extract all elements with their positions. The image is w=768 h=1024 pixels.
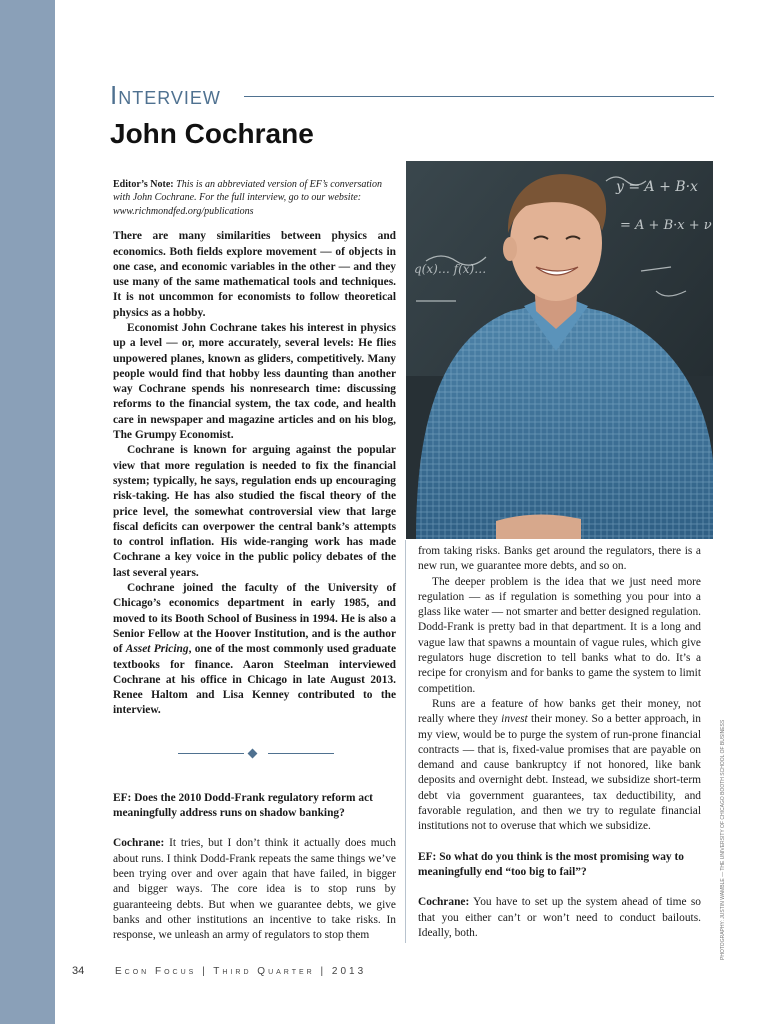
page-sidebar-bar [0,0,55,1024]
intro-paragraph-last: Cochrane joined the faculty of the University of Chicago’s economics department in early 1985, and moved to its Booth School of Business in 1994. He is also a Senior Fellow at the Hoover Institution, and is the author of Asset Pricing, one of the most commonly used graduate textbooks for finance. Aaron Steelman interviewed Cochrane at his office in Chicago in late August 2013. Renee Haltom and Lisa Kenney contributed to the interview. [113,582,396,717]
column-divider [405,540,406,943]
section-label: Interview [110,80,221,110]
body-paragraph: from taking risks. Banks get around the regulators, there is a new run, we guarantee more debts, and so on. [418,545,701,573]
question-1: EF: Does the 2010 Dodd-Frank regulatory reform act meaningfully address runs on shadow banking? [113,791,373,820]
section-ornament [113,747,396,761]
page-footer [72,965,712,981]
board-text: q(x)… f(x)… [414,262,487,276]
right-body [418,544,701,835]
board-text: y = A + B·x [616,179,698,195]
body-paragraph: The deeper problem is the idea that we just need more regulation — as if regulation is something you pour into a glass like water — not smarter and better designed regulation. Dodd-Frank is pretty bad in that department. It is a long and vague law that spawns a mountain of vague rules, which give regulators huge discretion to tell banks what to do. It’s a recipe for cronyism and for banks to game the system to limit competition. [418,575,701,695]
answer-label: Cochrane: [113,837,165,850]
left-column [113,178,396,943]
editors-note-label: Editor’s Note: [113,179,174,190]
editors-note-text: This is an abbreviated version of EF’s conversation with John Cochrane. For the full interview, go to our website: www.richmondfed.org/publications [113,179,382,217]
section-heading [110,78,714,112]
question-2: EF: So what do you think is the most promising way to meaningfully end “too big to fail”? [418,850,684,878]
answer-label: Cochrane: [418,896,470,909]
answer-2: Cochrane: You have to set up the system ahead of time so that you either can’t or won’t need to conduct bailouts. Ideally, both. [418,896,701,939]
board-text: = A + B·x + ν [620,218,712,233]
book-title: Asset Pricing [125,643,189,656]
intro [113,229,396,719]
portrait-photo [406,161,713,539]
answer-1: Cochrane: It tries, but I don’t think it actually does much about runs. I think Dodd-Frank repeats the same things we’ve been trying over and over again that have failed, in bigger and bigger ways. The core idea is to stop runs by guaranteeing debts. But when we guarantee debts, we give banks and other institutions an incentive to take risks. In response, we unleash an army of regulators to stop them [113,837,396,942]
intro-paragraph: There are many similarities between physics and economics. Both fields explore movement — of objects in one case, and economic variables in the other — and they use many of the same mathematical tools and techniques. It is not uncommon for economists to follow theoretical physics as a hobby. [113,230,396,319]
body-paragraph: Runs are a feature of how banks get their money, not really where they invest their money. So a better approach, in my view, would be to purge the system of run-prone financial contracts — that is, fixed-value promises that are payable on demand and cause bankruptcy if not honored, like bank deposits and overnight debt. Instead, we subsidize short-term debt via government guarantees, tax deductibility, and favorable regulation, and then we try to regulate financial institutions not to overuse that which we subsidize. [418,697,701,833]
page-number: 34 [72,965,85,977]
magazine-title: Econ Focus | Third Quarter | 2013 [115,966,367,977]
heading-rule [244,96,714,97]
intro-paragraph: Economist John Cochrane takes his interest in physics up a level — or, more accurately, several levels: He flies unpowered planes, known as gliders, competitively. Many people would find that hobby less daunting than another way Cochrane spends his nonresearch time: discussing reforms to the financial system, the tax code, and health care in newspaper and magazine articles and on his blog, The Grumpy Economist. [113,322,396,442]
diamond-icon [248,748,258,758]
photo-credit: PHOTOGRAPHY: JUSTIN WAMBLE — THE UNIVERSITY OF CHICAGO BOOTH SCHOOL OF BUSINESS [720,719,726,960]
editors-note [113,178,396,218]
intro-paragraph: Cochrane is known for arguing against the popular view that more regulation is needed to fix the financial system; typically, he says, regulation ends up encouraging risk-taking. He has also studied the fiscal theory of the price level, the somewhat controversial view that large fiscal deficits can overpower the central bank’s attempts to control inflation. His wide-ranging work has made Cochrane a key voice in the public policy debates of the last several years. [113,444,396,579]
interviewee-name: John Cochrane [110,118,314,149]
right-column [418,544,701,941]
